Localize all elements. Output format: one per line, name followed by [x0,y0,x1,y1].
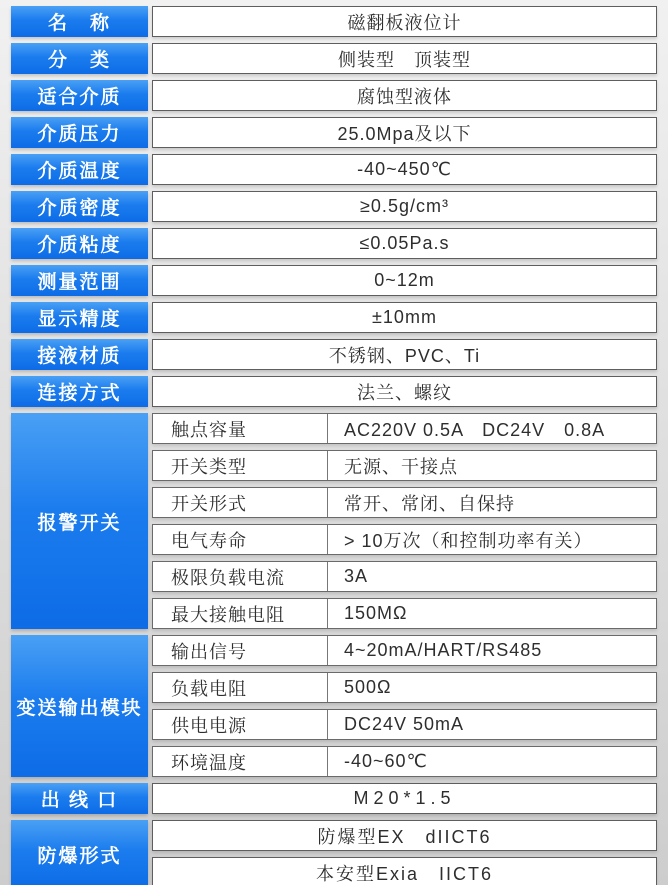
subrow-value: 3A [344,566,369,586]
table-subrow [152,450,657,481]
table-row [11,154,657,185]
row-value: ≥0.5g/cm³ [152,191,657,222]
subrow-label: 最大接触电阻 [153,599,328,628]
table-row [11,339,657,370]
subrow-value: 4~20mA/HART/RS485 [344,640,543,660]
table-row [11,117,657,148]
row-value: 法兰、螺纹 [152,376,657,407]
subrow-value: 500Ω [344,677,392,697]
transmitter-output-section [11,635,657,777]
subrow-label: 极限负载电流 [153,562,328,591]
row-label: 接液材质 [11,339,148,370]
row-label: 名 称 [11,6,148,37]
explosion-proof-value: 防爆型EX dIICT6 [152,820,657,851]
section-rows [152,820,657,885]
subrow-label: 负载电阻 [153,673,328,702]
subrow-value: 常开、常闭、自保持 [344,493,515,514]
row-value: -40~450℃ [152,154,657,185]
subrow-label: 输出信号 [153,636,328,665]
explosion-proof-section [11,820,657,885]
row-value: 磁翻板液位计 [152,6,657,37]
subrow-value: > 10万次（和控制功率有关） [344,530,593,551]
subrow-label: 触点容量 [153,414,328,443]
row-value: M20*1.5 [152,783,657,814]
section-label: 防爆形式 [11,820,148,885]
row-label: 测量范围 [11,265,148,296]
row-label: 分 类 [11,43,148,74]
subrow-label: 电气寿命 [153,525,328,554]
subrow-value: -40~60℃ [344,751,428,771]
row-value: 0~12m [152,265,657,296]
table-row [11,228,657,259]
table-row [11,6,657,37]
row-label: 介质温度 [11,154,148,185]
subrow-value: 无源、干接点 [344,456,458,477]
subrow-label: 开关形式 [153,488,328,517]
table-subrow [152,598,657,629]
row-label: 连接方式 [11,376,148,407]
table-subrow [152,413,657,444]
section-label: 报警开关 [11,413,148,629]
table-row [11,191,657,222]
subrow-label: 供电电源 [153,710,328,739]
row-label: 出 线 口 [11,783,148,814]
subrow-label: 环境温度 [153,747,328,776]
row-value: 侧装型 顶装型 [152,43,657,74]
section-rows [152,635,657,777]
table-subrow [152,672,657,703]
table-row-outlet [11,783,657,814]
table-row [11,302,657,333]
row-label: 介质压力 [11,117,148,148]
explosion-proof-value: 本安型Exia IICT6 [152,857,657,885]
table-subrow [152,709,657,740]
table-row [11,80,657,111]
subrow-value: DC24V 50mA [344,714,465,734]
table-subrow [152,524,657,555]
table-row [11,376,657,407]
table-row [11,43,657,74]
section-label: 变送输出模块 [11,635,148,777]
row-value: 25.0Mpa及以下 [152,117,657,148]
alarm-switch-section [11,413,657,629]
table-subrow [152,746,657,777]
row-label: 显示精度 [11,302,148,333]
subrow-value: AC220V 0.5A DC24V 0.8A [344,419,606,440]
row-label: 介质密度 [11,191,148,222]
table-subrow [152,635,657,666]
row-label: 适合介质 [11,80,148,111]
section-rows [152,413,657,629]
table-subrow [152,561,657,592]
row-value: 腐蚀型液体 [152,80,657,111]
row-value: ≤0.05Pa.s [152,228,657,259]
row-value: ±10mm [152,302,657,333]
subrow-value: 150MΩ [344,603,408,623]
row-label: 介质粘度 [11,228,148,259]
subrow-label: 开关类型 [153,451,328,480]
table-subrow [152,487,657,518]
table-row [11,265,657,296]
row-value: 不锈钢、PVC、Ti [152,339,657,370]
